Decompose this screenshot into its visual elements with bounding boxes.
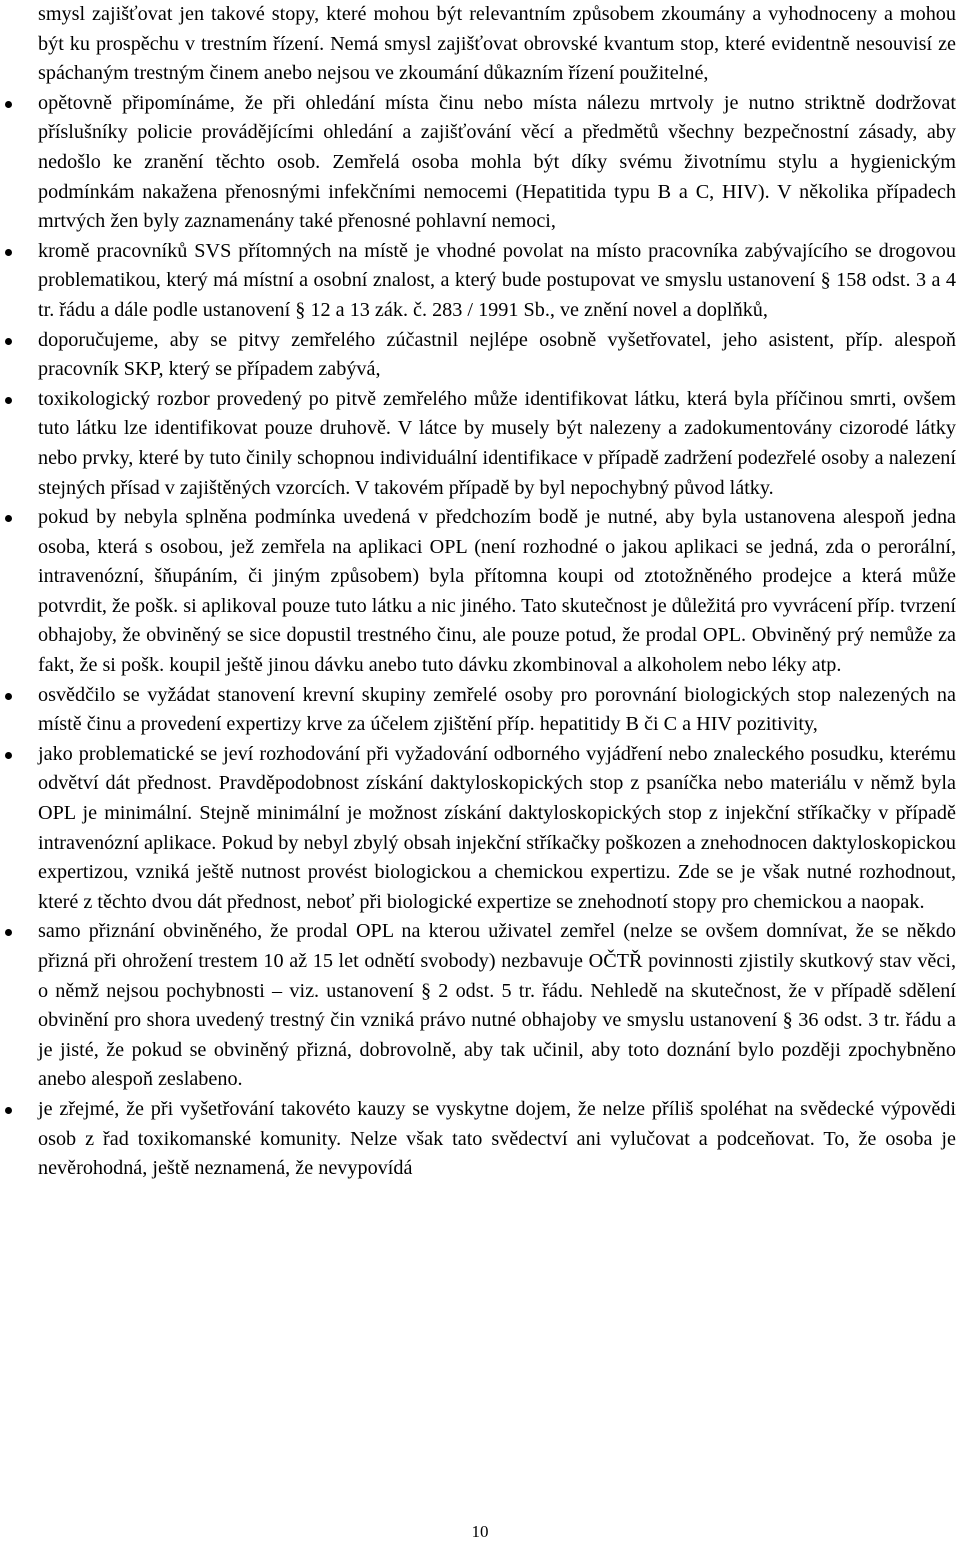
bullet-text: doporučujeme, aby se pitvy zemřelého zúčastnil nejlépe osobně vyšetřovatel, jeho asistent, příp. alespoň pracovník SKP, který se případem zabývá, <box>38 328 956 381</box>
bullet-icon <box>5 397 12 404</box>
document-body <box>38 0 956 1184</box>
bullet-item <box>38 385 956 503</box>
page-number: 10 <box>471 1522 489 1541</box>
bullet-icon <box>5 752 12 759</box>
bullet-item <box>38 681 956 740</box>
bullet-item <box>38 89 956 237</box>
bullet-icon <box>5 515 12 522</box>
bullet-item <box>38 503 956 681</box>
bullet-text: jako problematické se jeví rozhodování při vyžadování odborného vyjádření nebo znaleckého posudku, kterému odvětví dát přednost. Pravděpodobnost získání daktyloskopických stop z psaníčka nebo materiálu v němž byla OPL je minimální. Stejně minimální je možnost získání daktyloskopických stop z injekční stříkačky v případě intravenózní aplikace. Pokud by nebyl zbylý obsah injekční stříkačky poškozen a znehodnocen daktyloskopickou expertizou, vzniká ještě nutnost provést biologickou a chemickou expertizu. Zde se je však nutné rozhodnout, které z těchto dvou dát přednost, neboť při biologické expertize se znehodnotí stopy pro chemickou a naopak. <box>38 742 956 913</box>
intro-paragraph: smysl zajišťovat jen takové stopy, které mohou být relevantním způsobem zkoumány a vyhodnoceny a mohou být ku prospěchu v trestním řízení. Nemá smysl zajišťovat obrovské kvantum stop, které evidentně nesouvisí ze spáchaným trestným činem anebo nejsou ve zkoumání důkazním řízení použitelné, <box>38 3 956 85</box>
bullet-item <box>38 740 956 918</box>
bullet-list <box>38 89 956 1184</box>
bullet-text: pokud by nebyla splněna podmínka uvedená v předchozím bodě je nutné, aby byla ustanovena alespoň jedna osoba, která s osobou, jež zemřela na aplikaci OPL (není rozhodné o jakou aplikaci se jedná, zda o perorální, intravenózní, šňupáním, či jiným způsobem) byla přítomna koupi od ztotožněného prodejce a která může potvrdit, že pošk. si aplikoval pouze tuto látku a nic jiného. Tato skutečnost je důležitá pro vyvrácení příp. tvrzení obhajoby, že obviněný se sice dopustil trestného činu, ale pouze potud, že prodal OPL. Obviněný prý nemůže za fakt, že si pošk. koupil ještě jinou dávku anebo tuto dávku zkombinoval a alkoholem nebo léky atp. <box>38 506 956 677</box>
bullet-icon <box>5 101 12 108</box>
bullet-item <box>38 237 956 326</box>
bullet-icon <box>5 1107 12 1114</box>
bullet-item <box>38 917 956 1095</box>
bullet-item <box>38 326 956 385</box>
bullet-icon <box>5 693 12 700</box>
bullet-icon <box>5 929 12 936</box>
bullet-text: samo přiznání obviněného, že prodal OPL na kterou uživatel zemřel (nelze se ovšem domnívat, že se někdo přizná při ohrožení trestem 10 až 15 let odnětí svobody) nezbavuje OČTŘ povinnosti zjistily skutkový stav věci, o němž nejsou pochybnosti – viz. ustanovení § 2 odst. 5 tr. řádu. Nehledě na skutečnost, že v případě sdělení obvinění pro shora uvedený trestný čin vzniká právo nutné obhajoby ve smyslu ustanovení § 36 odst. 3 tr. řádu a je jisté, že pokud se obviněný přizná, dobrovolně, aby tak učinil, aby toto doznání bylo později zpochybněno anebo alespoň zeslabeno. <box>38 920 956 1091</box>
bullet-text: kromě pracovníků SVS přítomných na místě je vhodné povolat na místo pracovníka zabývajícího se drogovou problematikou, který má místní a osobní znalost, a který bude postupovat ve smyslu ustanovení § 158 odst. 3 a 4 tr. řádu a dále podle ustanovení § 12 a 13 zák. č. 283 / 1991 Sb., ve znění novel a doplňků, <box>38 239 956 321</box>
bullet-text: opětovně připomínáme, že při ohledání místa činu nebo místa nálezu mrtvoly je nutno striktně dodržovat příslušníky policie provádějícími ohledání a zajišťování věcí a předmětů všechny bezpečnostní zásady, aby nedošlo ke zranění těchto osob. Zemřelá osoba mohla být díky svému životnímu stylu a hygienickým podmínkám nakažena přenosnými infekčními nemocemi (Hepatitida typu B a C, HIV). V několika případech mrtvých žen byly zaznamenány také přenosné pohlavní nemoci, <box>38 91 956 233</box>
bullet-item <box>38 1095 956 1184</box>
bullet-text: je zřejmé, že při vyšetřování takovéto kauzy se vyskytne dojem, že nelze příliš spoléhat na svědecké výpovědi osob z řad toxikomanské komunity. Nelze však tato svědectví ani vylučovat a podceňovat. To, že osoba je nevěrohodná, ještě neznamená, že nevypovídá <box>38 1097 956 1180</box>
bullet-icon <box>5 249 12 256</box>
bullet-icon <box>5 338 12 345</box>
bullet-text: toxikologický rozbor provedený po pitvě zemřelého může identifikovat látku, která byla příčinou smrti, ovšem tuto látku lze identifikovat pouze druhově. V látce by musely být nalezeny a zadokumentovány cizorodé látky nebo prvky, které by tuto činily schopnou individuální identifikace v případě zadržení podezřelé osoby a nalezení stejných přísad v zajištěných vzorcích. V takovém případě by byl nepochybný původ látky. <box>38 387 956 499</box>
bullet-text: osvědčilo se vyžádat stanovení krevní skupiny zemřelé osoby pro porovnání biologických stop nalezených na místě činu a provedení expertizy krve za účelem zjištění příp. hepatitidy B či C a HIV pozitivity, <box>38 683 956 736</box>
